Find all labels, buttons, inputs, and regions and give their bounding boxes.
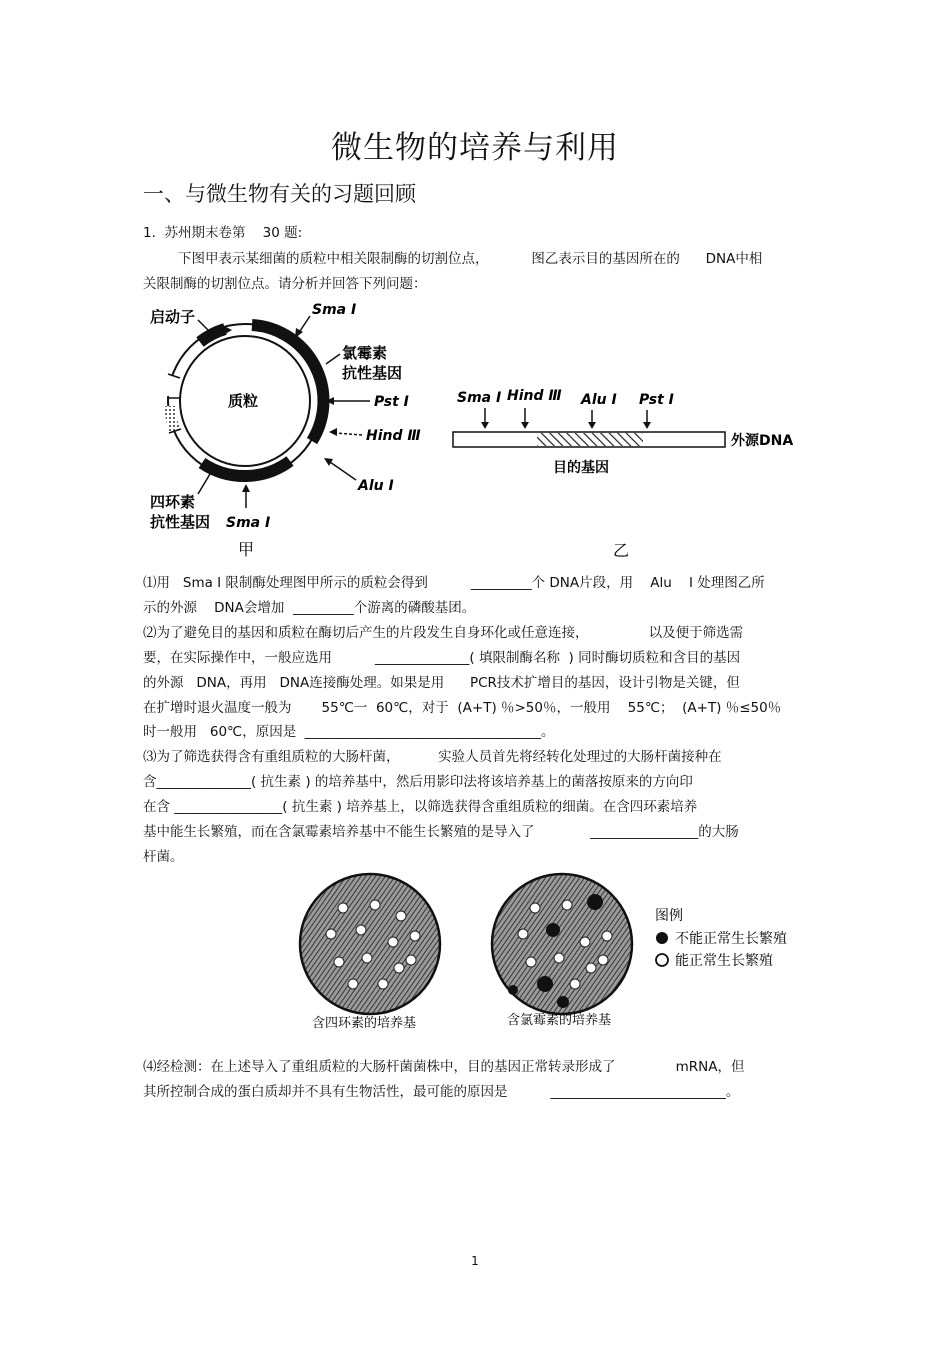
chloramphenicol-plate — [492, 874, 632, 1014]
culture-plates-figure — [295, 872, 815, 1037]
chloramphenicol-label-1: 氯霉素 — [342, 344, 388, 362]
page-title: 微生物的培养与利用 — [331, 130, 619, 166]
promoter-label: 启动子 — [150, 308, 196, 326]
part3-line-1: ⑶为了筛选获得含有重组质粒的大肠杆菌， 实验人员首先将经转化处理过的大肠杆菌接种在 — [143, 749, 722, 765]
legend-black-marker — [656, 932, 668, 944]
yi-alui-label: Alu Ⅰ — [581, 392, 617, 408]
yi-smai-label: Sma Ⅰ — [457, 390, 502, 406]
psti-label: Pst Ⅰ — [374, 394, 409, 410]
tetracycline-plate — [300, 874, 440, 1014]
yi-hindiii-label: Hind Ⅲ — [507, 388, 562, 404]
part3-line-5: 杆菌。 — [143, 849, 184, 865]
external-dna-figure — [445, 380, 815, 560]
target-gene-label: 目的基因 — [553, 460, 609, 476]
hindiii-label: Hind Ⅲ — [366, 428, 421, 444]
legend-white-label: 能正常生长繁殖 — [675, 953, 773, 969]
part2-line-4: 在扩增时退火温度一般为 55℃一 60℃，对于 (A+T) ％>50％，一般用 55℃； (A+T) ％≤50％ — [143, 700, 782, 716]
part2-line-2: 要，在实际操作中，一般应选用 ______________( 填限制酶名称 ) 同时酶切质粒和含目的基因 — [143, 650, 741, 666]
part2-line-1: ⑵为了避免目的基因和质粒在酶切后产生的片段发生自身环化或任意连接， 以及便于筛选需 — [143, 625, 744, 641]
part1-line-1: ⑴用 Sma Ⅰ 限制酶处理图甲所示的质粒会得到 _________个 DNA片段，用 Alu Ⅰ 处理图乙所 — [143, 575, 765, 591]
part3-line-4: 基中能生长繁殖，而在含氯霉素培养基中不能生长繁殖的是导入了 ________________的大肠 — [143, 824, 739, 840]
question-source: 1. 苏州期末卷第 30 题: — [143, 225, 303, 241]
part2-line-5: 时一般用 60℃，原因是 ___________________________________。 — [143, 724, 555, 740]
tetracycline-label-2: 抗性基因 — [150, 513, 211, 531]
part4-line-2: 其所控制合成的蛋白质却并不具有生物活性，最可能的原因是 __________________________。 — [143, 1084, 740, 1100]
yi-psti-label: Pst Ⅰ — [639, 392, 674, 408]
plate2-label: 含氯霉素的培养基 — [507, 1013, 612, 1028]
part2-line-3: 的外源 DNA，再用 DNA连接酶处理。如果是用 PCR技术扩增目的基因，设计引物是关键，但 — [143, 675, 740, 691]
plasmid-figure — [140, 296, 440, 561]
figure-yi-caption: 乙 — [613, 541, 630, 560]
intro-line-2: 关限制酶的切割位点。请分析并回答下列问题： — [143, 276, 427, 292]
part1-line-2: 示的外源 DNA会增加 _________个游离的磷酸基团。 — [143, 600, 476, 616]
tetracycline-label-1: 四环素 — [150, 493, 196, 511]
legend-white-marker — [656, 954, 668, 966]
plasmid-label: 质粒 — [228, 392, 259, 410]
part3-line-2: 含______________( 抗生素 ) 的培养基中，然后用影印法将该培养基上的菌落按原来的方向印 — [143, 774, 693, 790]
legend-black-label: 不能正常生长繁殖 — [675, 931, 787, 947]
part4-line-1: ⑷经检测：在上述导入了重组质粒的大肠杆菌菌株中，目的基因正常转录形成了 mRNA，但 — [143, 1059, 745, 1075]
chloramphenicol-label-2: 抗性基因 — [342, 364, 403, 382]
page-number: 1 — [471, 1254, 479, 1268]
section-heading: 一、与微生物有关的习题回顾 — [143, 182, 416, 206]
smai-bottom-label: Sma Ⅰ — [226, 515, 271, 531]
external-dna-label: 外源DNA — [731, 433, 794, 449]
part3-line-3: 在含 ________________( 抗生素 ) 培养基上，以筛选获得含重组质粒的细菌。在含四环素培养 — [143, 799, 698, 815]
alui-label: Alu Ⅰ — [358, 478, 394, 494]
intro-line-1: 下图甲表示某细菌的质粒中相关限制酶的切割位点， 图乙表示目的基因所在的 DNA中相 — [178, 251, 763, 267]
figure-jia-caption: 甲 — [238, 540, 255, 559]
smai-top-label: Sma Ⅰ — [312, 302, 357, 318]
legend-title: 图例 — [655, 908, 683, 924]
plate1-label: 含四环素的培养基 — [312, 1016, 417, 1031]
